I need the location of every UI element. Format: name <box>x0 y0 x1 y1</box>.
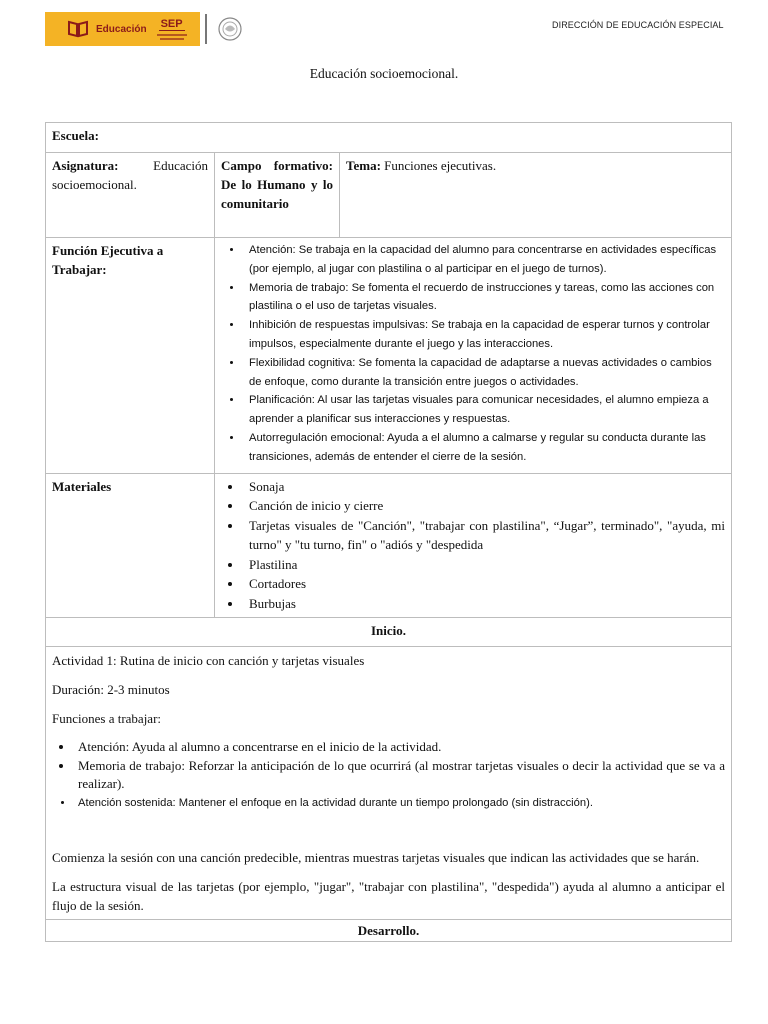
asignatura-label: Asignatura: <box>52 158 119 173</box>
list-item: • Autorregulación emocional: Ayuda a el alumno a calmarse y regular su conducta durante las transiciones, además de entender el cierre de la sesión. <box>243 429 725 467</box>
list-item: • Plastilina <box>243 555 725 575</box>
logo-sep-text: SEP <box>160 18 183 30</box>
tema-cell <box>340 153 732 238</box>
inicio-list <box>50 738 725 812</box>
funcion-cell <box>215 238 732 474</box>
row-funcion <box>46 238 732 474</box>
list-item: • Atención: Se trabaja en la capacidad del alumno para concentrarse en actividades específicas (por ejemplo, al jugar con plastilina o al participar en el juego de turnos). <box>243 241 725 279</box>
book-icon <box>67 20 89 38</box>
list-item: • Canción de inicio y cierre <box>243 496 725 516</box>
header-divider <box>205 14 207 44</box>
list-item: • Sonaja <box>243 477 725 497</box>
materiales-list <box>221 477 725 614</box>
row-actividad <box>46 647 732 920</box>
tema-label: Tema: <box>346 158 381 173</box>
list-item: • Memoria de trabajo: Reforzar la anticipación de lo que ocurrirá (al mostrar tarjetas visuales o decir la actividad que se va a realizar). <box>74 757 725 794</box>
list-item: • Inhibición de respuestas impulsivas: Se trabaja en la capacidad de esperar turnos y controlar impulsos, especialmente durante el juego y las interacciones. <box>243 316 725 354</box>
section-inicio: Inicio. <box>46 618 732 647</box>
list-item: • Burbujas <box>243 594 725 614</box>
actividad-cell <box>46 647 732 920</box>
list-item: • Atención: Ayuda al alumno a concentrarse en el inicio de la actividad. <box>74 738 725 757</box>
row-desarrollo <box>46 920 732 942</box>
list-item: • Atención sostenida: Mantener el enfoque en la actividad durante un tiempo prolongado (sin distracción). <box>74 794 725 813</box>
logo-sep-mark <box>157 18 187 40</box>
row-escuela <box>46 123 732 153</box>
sep-logo <box>45 12 200 46</box>
actividad-title: Actividad 1: Rutina de inicio con canción y tarjetas visuales <box>52 653 365 669</box>
list-item: • Memoria de trabajo: Se fomenta el recuerdo de instrucciones y tareas, como las acciones con plastilina o el uso de tarjetas visuales. <box>243 279 725 317</box>
materiales-cell <box>215 473 732 618</box>
campo-cell: Campo formativo: De lo Humano y lo comunitario <box>215 153 340 238</box>
row-asignatura <box>46 153 732 238</box>
asignatura-cell <box>46 153 215 238</box>
row-materiales <box>46 473 732 618</box>
header-department: DIRECCIÓN DE EDUCACIÓN ESPECIAL <box>552 20 724 30</box>
materiales-label: Materiales <box>46 473 215 618</box>
paragraph-2: La estructura visual de las tarjetas (por ejemplo, "jugar", "trabajar con plastilina", "despedida") ayuda al alumno a anticipar el flujo de la sesión. <box>52 879 725 914</box>
lesson-plan-table <box>45 122 732 942</box>
funciones-trabajar-label: Funciones a trabajar: <box>52 711 162 727</box>
funciones-list <box>221 241 725 467</box>
list-item: • Tarjetas visuales de "Canción", "trabajar con plastilina", “Jugar”, terminado", "ayuda, mi turno" y "tu turno, fin" o "adiós y "despedida <box>243 516 725 555</box>
logo-text: Educación <box>96 23 147 35</box>
list-item: • Flexibilidad cognitiva: Se fomenta la capacidad de adaptarse a nuevas actividades o cambios de enfoque, como durante la transición entre juegos o actividades. <box>243 354 725 392</box>
asignatura-value: Educación socioemocional. <box>52 158 208 192</box>
row-inicio <box>46 618 732 647</box>
tema-value: Funciones ejecutivas. <box>380 158 497 173</box>
escuela-cell: Escuela: <box>46 123 732 153</box>
list-item: • Cortadores <box>243 574 725 594</box>
list-item: • Planificación: Al usar las tarjetas visuales para comunicar necesidades, el alumno empieza a aprender a planificar sus interacciones y respuestas. <box>243 391 725 429</box>
page-title: Educación socioemocional. <box>309 66 459 81</box>
duracion-text: Duración: 2-3 minutos <box>52 682 170 698</box>
paragraph-1: Comienza la sesión con una canción predecible, mientras muestras tarjetas visuales que indican las actividades que se harán. <box>52 850 700 866</box>
funcion-label: Función Ejecutiva a Trabajar: <box>46 238 215 474</box>
emblem-icon <box>217 14 243 44</box>
section-desarrollo: Desarrollo. <box>46 920 732 942</box>
